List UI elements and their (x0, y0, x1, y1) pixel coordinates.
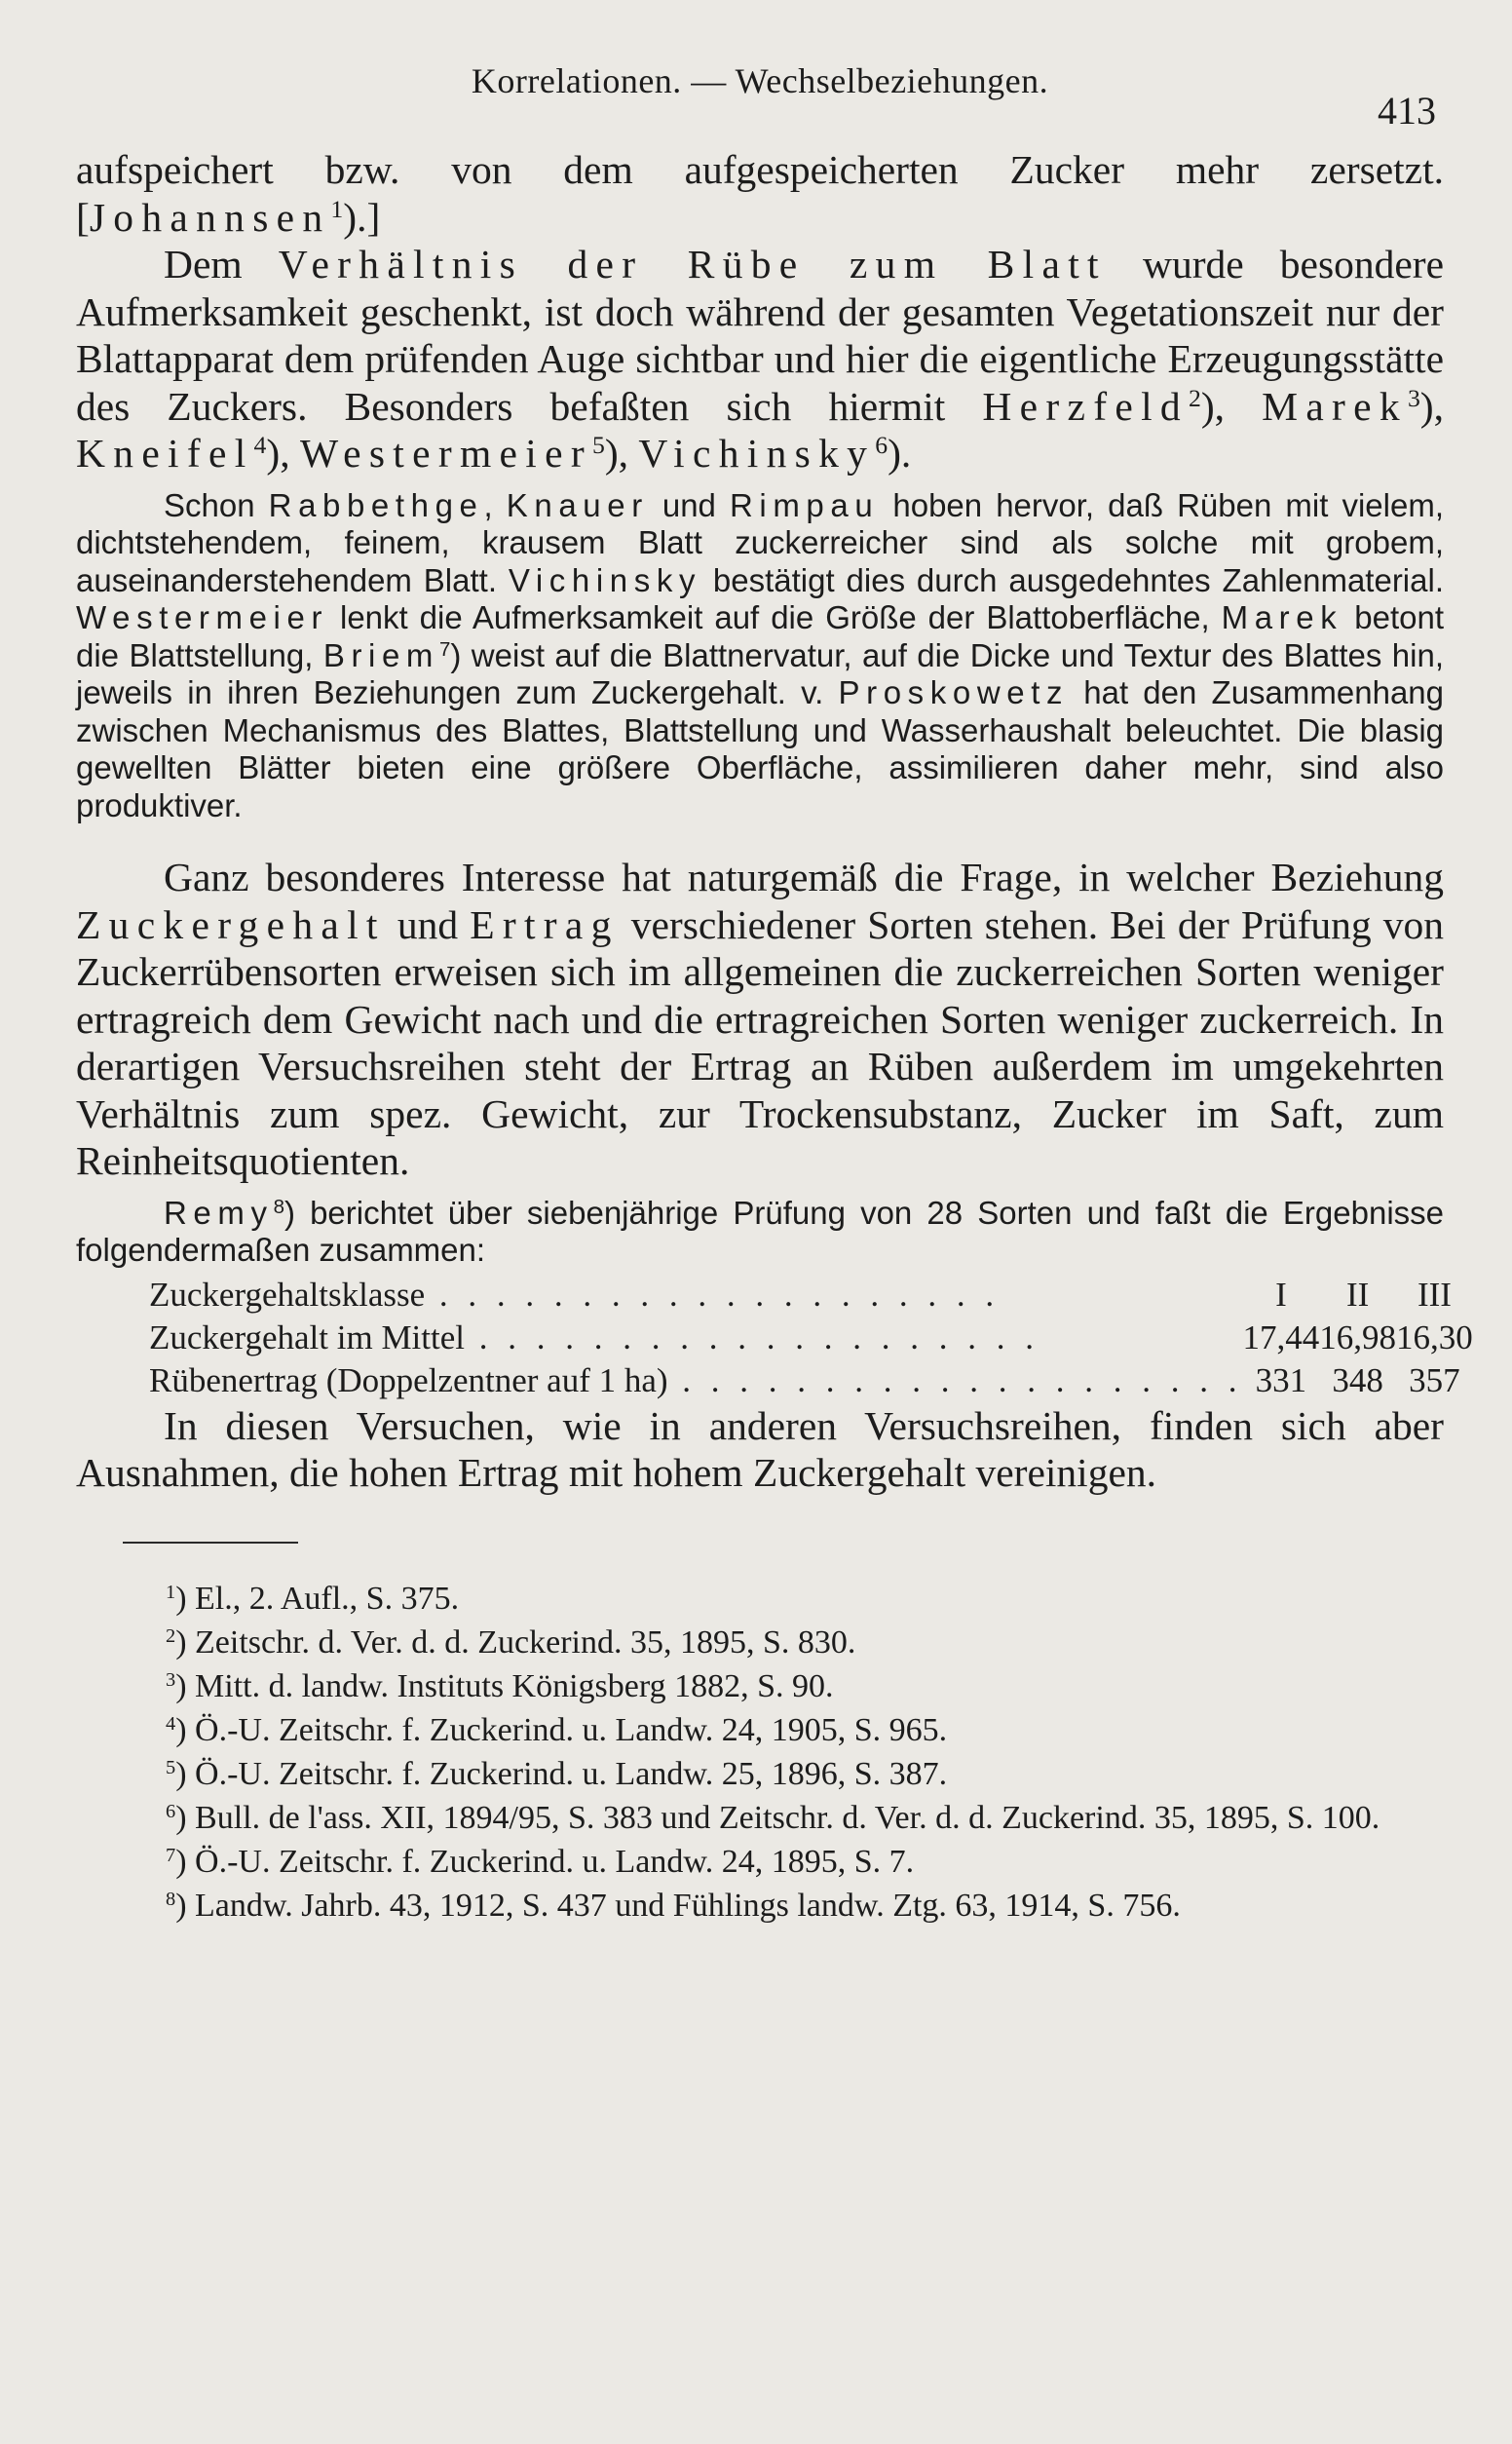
text-run: , (483, 486, 507, 523)
emphasis-spaced: Ertrag (470, 901, 620, 947)
text-run: aufspeichert bzw. von dem aufgespeicherten Zucker mehr zersetzt. [ (76, 147, 1444, 240)
row-label (149, 1317, 1243, 1359)
table-cell: 331 (1255, 1360, 1307, 1399)
author-name: Westermeier (76, 599, 329, 635)
text-run: lenkt die Aufmerksamkeit auf die Größe der Blattoberfläche, (328, 599, 1222, 635)
author-name: Rimpau (729, 486, 880, 523)
row-label (149, 1274, 1243, 1317)
footnote (76, 1884, 1444, 1928)
footnote-text: ) El., 2. Aufl., S. 375. (175, 1580, 460, 1617)
table-row (149, 1317, 1473, 1359)
table-cell: III (1417, 1275, 1452, 1314)
author-name: Westermeier (299, 431, 592, 476)
footnote-ref: 4 (253, 430, 267, 459)
footnote-mark: 7 (166, 1844, 176, 1866)
footnote-ref: 6 (875, 430, 888, 459)
footnote-mark: 1 (166, 1581, 176, 1603)
footnote (76, 1752, 1444, 1796)
text-run: und (648, 486, 730, 523)
author-name: Remy (164, 1194, 274, 1231)
footnote-text: ) Ö.-U. Zeitschr. f. Zuckerind. u. Landw. 24, 1905, S. 965. (175, 1711, 948, 1748)
footnote-mark: 4 (166, 1712, 176, 1735)
text-run: ) berichtet über siebenjährige Prüfung von 28 Sorten und faßt die Ergebnisse folgendermaßen zusammen: (76, 1194, 1444, 1268)
footnote (76, 1577, 1444, 1621)
text-run: ), (1419, 383, 1444, 429)
footnote-mark: 3 (166, 1668, 176, 1691)
footnote-ref: 3 (1407, 383, 1420, 412)
author-name: Knauer (506, 486, 649, 523)
author-name: Proskowetz (838, 674, 1070, 710)
footnote-text: ) Zeitschr. d. Ver. d. d. Zuckerind. 35, 1895, S. 830. (175, 1623, 856, 1661)
leader-dots (425, 1276, 1000, 1314)
author-name: Rabbethge (268, 486, 484, 523)
footnote-mark: 5 (166, 1756, 176, 1778)
row-label-text: Zuckergehalt im Mittel (149, 1317, 465, 1356)
text-run: Schon (164, 486, 269, 523)
emphasis-spaced: Verhältnis der Rübe zum Blatt (278, 242, 1107, 286)
row-label-text: Zuckergehaltsklasse (149, 1275, 426, 1314)
footnote-ref: 5 (591, 430, 605, 459)
row-label (149, 1359, 1243, 1402)
leader-dots (465, 1318, 1040, 1356)
footnote-text: ) Landw. Jahrb. 43, 1912, S. 437 und Fühlings landw. Ztg. 63, 1914, S. 756. (175, 1887, 1181, 1924)
text-run: wurde besondere Aufmerksamkeit geschenkt, ist doch während der gesamten Vegetationszeit nur der Blattapparat dem prüfenden Auge sichtbar und hier die eigentliche Erzeugungsstätte des Zuckers. Besonders befaßten sich hiermit (76, 242, 1445, 429)
text-run: ). (888, 431, 912, 476)
paragraph-6: In diesen Versuchen, wie in anderen Versuchsreihen, finden sich aber Ausnahmen, die hohen Ertrag mit hohem Zuckergehalt vereinigen. (76, 1402, 1444, 1495)
text-run: Dem (164, 242, 279, 286)
author-name: Johannsen (89, 194, 331, 240)
table-cell: I (1275, 1275, 1287, 1314)
emphasis-spaced: Zuckergehalt (76, 901, 386, 947)
footnote-text: ) Bull. de l'ass. XII, 1894/95, S. 383 und Zeitschr. d. Ver. d. d. Zuckerind. 35, 1895, S. 100. (175, 1799, 1380, 1836)
table-cell: 357 (1409, 1360, 1460, 1399)
paragraph-4 (76, 854, 1444, 1185)
footnote-text: ) Ö.-U. Zeitschr. f. Zuckerind. u. Landw. 25, 1896, S. 387. (175, 1755, 948, 1792)
text-run: ), (266, 431, 300, 476)
footnote-ref: 2 (1188, 383, 1201, 412)
author-name: Marek (1221, 599, 1343, 635)
text-run: verschiedener Sorten stehen. Bei der Prüfung von Zuckerrübensorten erweisen sich im allgemeinen die zuckerreichen Sorten weniger ertragreich dem Gewicht nach und die ertragreichen Sorten weniger zuckerreich. In derartigen Versuchsreihen steht der Ertrag an Rüben außerdem im umgekehrten Verhältnis zum spez. Gewicht, zur Trockensubstanz, Zucker im Saft, zum Reinheitsquotienten. (76, 901, 1444, 1183)
paragraph-3-small (76, 487, 1444, 825)
table-cell: 16,98 (1319, 1317, 1397, 1356)
author-name: Briem (322, 636, 440, 673)
leader-dots (668, 1361, 1243, 1399)
footnote (76, 1664, 1444, 1708)
page-header (76, 55, 1444, 133)
footnote-divider (123, 1542, 298, 1544)
paragraph-2 (76, 241, 1444, 477)
table-cell: 348 (1332, 1360, 1383, 1399)
author-name: Vichinsky (638, 431, 876, 476)
page-number: 413 (1378, 89, 1436, 133)
footnote-mark: 6 (166, 1800, 176, 1822)
author-name: Marek (1262, 383, 1408, 429)
text-run: ) weist auf die Blattnervatur, auf die Dicke und Textur des Blattes hin, jeweils in ihren Beziehungen zum Zuckergehalt. v. (76, 636, 1444, 710)
footnote-text: ) Mitt. d. landw. Instituts Königsberg 1882, S. 90. (175, 1667, 834, 1704)
text-run: ).] (343, 194, 381, 240)
text-run: ), (1200, 383, 1263, 429)
paragraph-5-small (76, 1195, 1444, 1270)
text-run: ), (604, 431, 639, 476)
running-title: Korrelationen. — Wechselbeziehungen. (471, 61, 1049, 100)
table-row (149, 1274, 1473, 1317)
row-label-text: Rübenertrag (Doppelzentner auf 1 ha) (149, 1360, 668, 1399)
author-name: Vichinsky (508, 561, 702, 598)
footnotes (76, 1577, 1444, 1928)
footnote-ref: 8 (273, 1195, 284, 1218)
footnote-ref: 7 (439, 637, 451, 661)
table-cell: 16,30 (1396, 1317, 1473, 1356)
text-run: betont die Blattstellung, (76, 599, 1445, 673)
page-body (76, 146, 1473, 1928)
footnote-mark: 2 (166, 1624, 176, 1647)
table-cell: 17,44 (1242, 1317, 1320, 1356)
results-table (149, 1274, 1473, 1402)
footnote (76, 1840, 1444, 1884)
footnote (76, 1621, 1444, 1664)
text-run: bestätigt dies durch ausgedehntes Zahlenmaterial. (701, 561, 1444, 598)
text-run: hoben hervor, daß Rüben mit vielem, dichtstehendem, feinem, krausem Blatt zuckerreicher sind als solche mit grobem, auseinanderstehendem Blatt. (76, 486, 1444, 598)
footnote-mark: 8 (166, 1888, 176, 1910)
footnote-ref: 1 (330, 194, 344, 223)
footnote (76, 1708, 1444, 1752)
text-run: hat den Zusammenhang zwischen Mechanismus des Blattes, Blattstellung und Wasserhaushalt beleuchtet. Die blasig gewellten Blätter bieten eine größere Oberfläche, assimilieren daher mehr, sind also produktiver. (76, 674, 1445, 823)
paragraph-1 (76, 146, 1444, 241)
author-name: Kneifel (76, 431, 254, 476)
text-run: Ganz besonderes Interesse hat naturgemäß die Frage, in welcher Beziehung (164, 855, 1444, 899)
table-row (149, 1359, 1473, 1402)
footnote-text: ) Ö.-U. Zeitschr. f. Zuckerind. u. Landw. 24, 1895, S. 7. (175, 1843, 915, 1880)
text-run: und (385, 901, 471, 947)
author-name: Herzfeld (982, 383, 1189, 429)
footnote (76, 1796, 1444, 1840)
table-cell: II (1346, 1275, 1370, 1314)
